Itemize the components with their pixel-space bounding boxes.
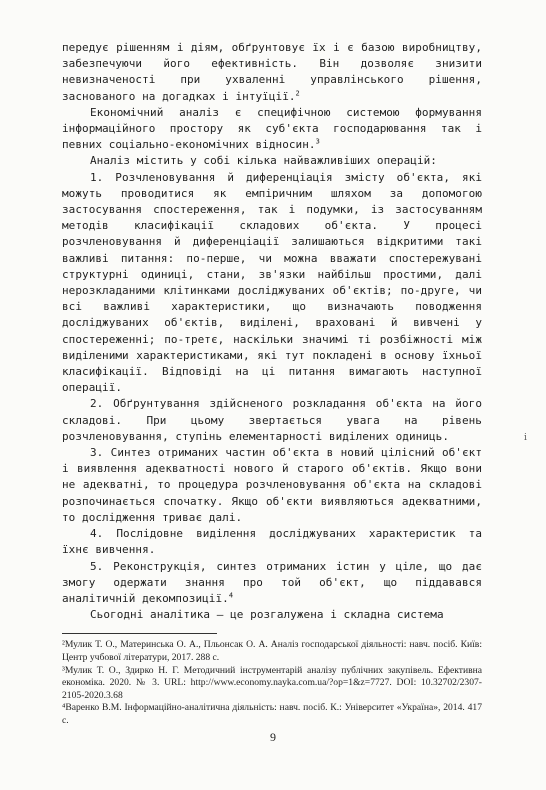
paragraph — [62, 559, 482, 608]
paragraph-text: 3. Синтез отриманих частин об'єкта в новий цілісний об'єкт і виявлення адекватності нового й старого об'єктів. Якщо вони не адекватні, то процедура розчленовування об'єкта на складові розпочинається спочатку. Якщо об'єкти виявляються адекватними, то дослідження триває далі. — [62, 446, 482, 524]
paragraph-text: Економічний аналіз є специфічною системою формування інформаційного простору як суб'єкта господарювання так і певних соціально-економічних відносин. — [62, 105, 482, 152]
paragraph — [62, 153, 482, 169]
footnotes — [62, 639, 482, 727]
paragraph-text: 4. Послідовне виділення досліджуваних характеристик та їхнє вивчення. — [62, 527, 482, 557]
paragraph — [62, 170, 482, 397]
footnote-ref: 3 — [315, 137, 320, 146]
paragraph — [62, 526, 482, 558]
paragraph-text: Сьогодні аналітика – це розгалужена і складна система — [90, 608, 444, 622]
page-content — [62, 40, 482, 727]
footnote-divider — [62, 633, 217, 634]
footnote: ⁴Варенко В.М. Інформаційно-аналітична діяльність: навч. посіб. К.: Університет «Україна», 2014. 417 с. — [62, 702, 482, 726]
paragraph — [62, 40, 482, 105]
footnote-ref: 4 — [228, 591, 234, 600]
footnote: ²Мулик Т. О., Материнська О. А., Пльонсак О. А. Аналіз господарської діяльності: навч. посіб. Київ: Центр учбової літератури, 2017. 288 с. — [62, 639, 482, 663]
paragraph — [62, 445, 482, 526]
paragraph-text: Аналіз містить у собі кілька найважливіших операцій: — [90, 154, 437, 168]
footnote-ref: 2 — [295, 88, 300, 97]
paragraph-text: передує рішенням і діям, обґрунтовує їх і є базою виробництву, забезпечуючи його ефективність. Він дозволяє знизити невизначеності при ухваленні управлінського рішення, заснованого на догадках і інтуїції. — [62, 41, 482, 103]
paragraph — [62, 607, 482, 623]
paragraph — [62, 396, 482, 445]
paragraph-text: 5. Реконструкція, синтез отриманих істин у ціле, що дає змогу одержати знання про той об'єкт, що піддавався аналітичній декомпозиції. — [62, 559, 482, 605]
paragraph — [62, 105, 482, 154]
footnote: ³Мулик Т. О., Здирко Н. Г. Методичний інструментарій аналізу публічних закупівель. Ефективна економіка. 2020. № 3. URL: http://www.economy.nayka.com.ua/?op=1&z=7727. DOI: 10.32702/2307-2105-2020.3.68 — [62, 664, 482, 701]
page-number: 9 — [270, 730, 276, 744]
paragraph-text: 1. Розчленовування й диференціація змісту об'єкта, які можуть проводитися як емпіричним шляхом за допомогою застосування спостереження, так і подумки, із застосуванням методів класифікації складових об'єкта. У процесі розчленовування й диференціації залишаються відкритими такі важливі питання: по-перше, чи можна вважати спостережувані структурні одиниці, стани, зв'язки найбільш простими, далі нерозкладаними клітинками досліджуваних об'єктів; по-друге, чи всі важливі характеристики, що визначають поводження досліджуваних об'єктів, виділені, враховані й вивчені у спостереженні; по-третє, наскільки значимі ті розбіжності між виділеними характеристиками, які тут покладені в основу їхньої класифікації. Відповіді на ці питання вимагають наступної операції. — [62, 170, 482, 395]
margin-mark: ⅰ — [524, 433, 527, 443]
paragraph-text: 2. Обґрунтування здійсненого розкладання об'єкта на його складові. При цьому звертається увага на рівень розчленовування, ступінь елементарності виділених одиниць. — [62, 397, 482, 443]
main-text — [62, 40, 482, 623]
